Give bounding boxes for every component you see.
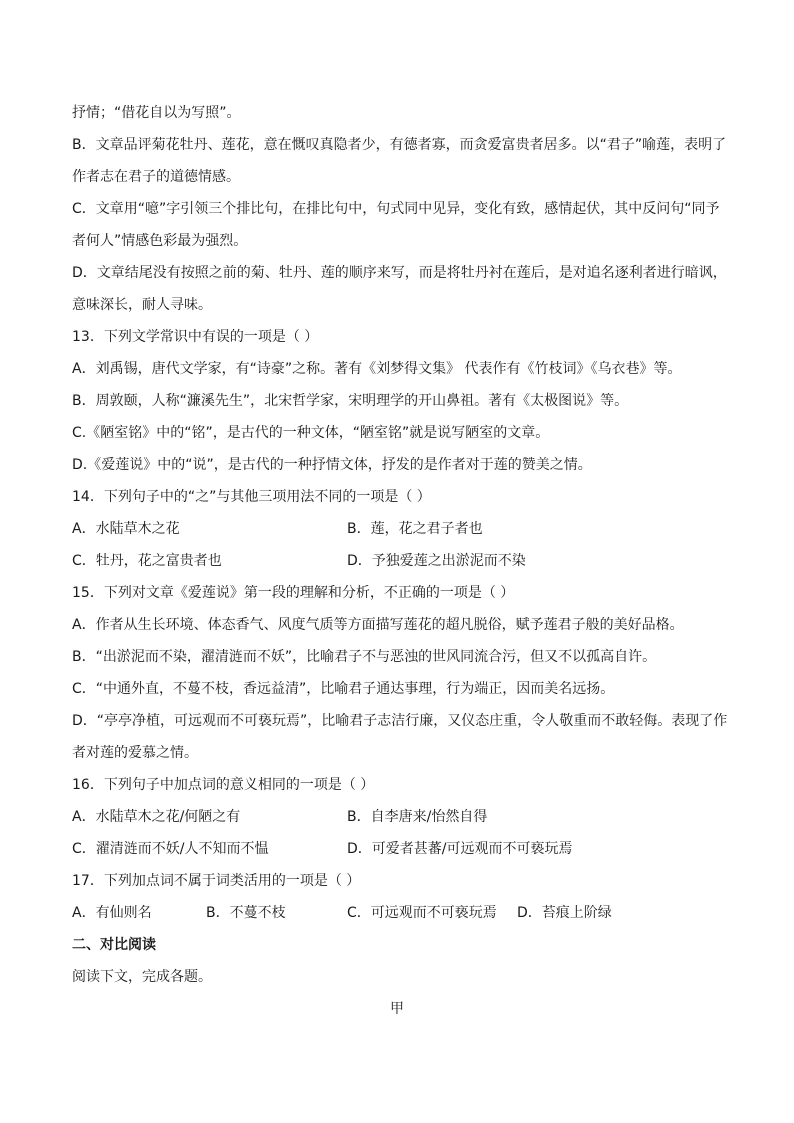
- question-13: 13．下列文学常识中有误的一项是（ ）: [72, 329, 319, 345]
- option-17b: B．不蔓不枝: [206, 905, 286, 921]
- option-15c: C．“中通外直，不蔓不枝，香远益清”，比喻君子通达事理，行为端正，因而美名远扬。: [72, 681, 615, 697]
- question-17: 17．下列加点词不属于词类活用的一项是（ ）: [72, 873, 361, 889]
- option-13a: A．刘禹锡，唐代文学家，有“诗豪”之称。著有《刘梦得文集》 代表作有《竹枝词》《乌衣巷》等。: [72, 361, 682, 377]
- question-16: 16．下列句子中加点词的意义相同的一项是（ ）: [72, 777, 375, 793]
- option-17a: A．有仙则名: [72, 905, 152, 921]
- option-17c: C．可远观而不可亵玩焉: [347, 905, 497, 921]
- option-17d: D．苔痕上阶绿: [517, 905, 612, 921]
- text-line: 抒情；“借花自以为写照”。: [72, 105, 241, 121]
- option-12c-line1: C．文章用“噫”字引领三个排比句，在排比句中，句式同中见异，变化有致，感情起伏，其中反问句“同予: [72, 201, 720, 217]
- option-15a: A．作者从生长环境、体态香气、风度气质等方面描写莲花的超凡脱俗，赋予莲君子般的美好品格。: [72, 617, 684, 633]
- question-14: 14．下列句子中的“之”与其他三项用法不同的一项是（ ）: [72, 489, 431, 505]
- option-16d: D．可爱者甚蕃/可远观而不可亵玩焉: [347, 841, 573, 857]
- option-15b: B．“出淤泥而不染，濯清涟而不妖”，比喻君子不与恶浊的世风同流合污，但又不以孤高自许。: [72, 649, 657, 665]
- option-16a: A．水陆草木之花/何陋之有: [72, 809, 241, 825]
- option-15d-line1: D．“亭亭净植，可远观而不可亵玩焉”，比喻君子志洁行廉，又仪态庄重，令人敬重而不敢轻侮。表现了作: [72, 713, 728, 729]
- option-13b: B．周敦颐，人称“濂溪先生”，北宋哲学家，宋明理学的开山鼻祖。著有《太极图说》等。: [72, 393, 629, 409]
- option-13d: D.《爱莲说》中的“说”，是古代的一种抒情文体，抒发的是作者对于莲的赞美之情。: [72, 457, 592, 473]
- option-14d: D．予独爱莲之出淤泥而不染: [347, 553, 526, 569]
- option-16b: B．自李唐来/怡然自得: [347, 809, 488, 825]
- option-12d-line1: D．文章结尾没有按照之前的菊、牡丹、莲的顺序来写，而是将牡丹衬在莲后，是对追名逐利者进行暗讽，: [72, 265, 727, 281]
- option-14a: A．水陆草木之花: [72, 521, 180, 537]
- option-12d-line2: 意味深长，耐人寻味。: [72, 297, 212, 313]
- section-heading: 二、对比阅读: [72, 937, 156, 953]
- option-16c: C．濯清涟而不妖/人不知而不愠: [72, 841, 269, 857]
- option-15d-line2: 者对莲的爱慕之情。: [72, 745, 198, 761]
- option-12b-line1: B．文章品评菊花牡丹、莲花，意在慨叹真隐者少，有德者寡，而贪爱富贵者居多。以“君子”喻莲，表明了: [72, 137, 727, 153]
- option-12c-line2: 者何人”情感色彩最为强烈。: [72, 233, 248, 249]
- option-13c: C.《陋室铭》中的“铭”，是古代的一种文体，“陋室铭”就是说写陋室的文章。: [72, 425, 550, 441]
- option-14c: C．牡丹，花之富贵者也: [72, 553, 222, 569]
- instruction-text: 阅读下文，完成各题。: [72, 969, 212, 985]
- passage-label: 甲: [390, 1001, 404, 1017]
- option-12b-line2: 作者志在君子的道德情感。: [72, 169, 240, 185]
- option-14b: B．莲，花之君子者也: [347, 521, 483, 537]
- question-15: 15．下列对文章《爱莲说》第一段的理解和分析，不正确的一项是（ ）: [72, 585, 515, 601]
